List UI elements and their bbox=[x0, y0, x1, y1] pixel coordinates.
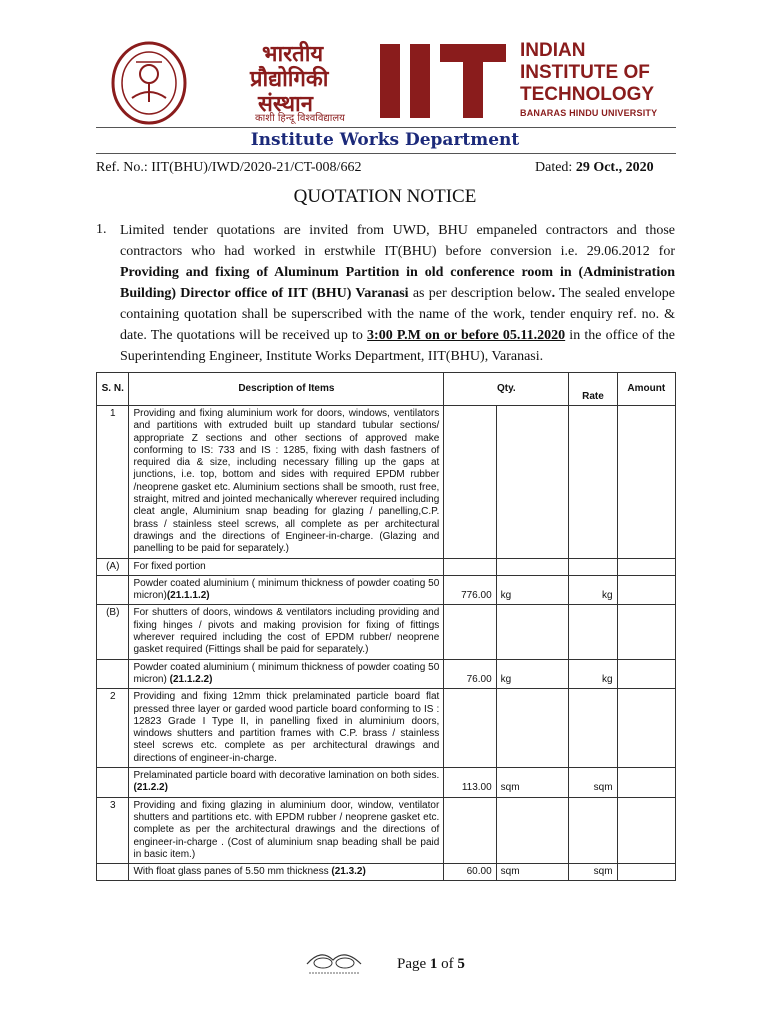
institute-emblem-icon bbox=[110, 40, 188, 126]
hindi-name-line-3: संस्थान bbox=[258, 92, 313, 117]
cell-unit: sqm bbox=[496, 768, 569, 798]
hindi-name-line-2: प्रौद्योगिकी bbox=[250, 67, 329, 92]
cell-sn bbox=[97, 768, 129, 798]
cell-sn bbox=[97, 575, 129, 605]
cell-amount bbox=[617, 558, 675, 575]
header-sn: S. N. bbox=[97, 373, 129, 406]
date-label: Dated: bbox=[535, 160, 576, 175]
table-row bbox=[97, 406, 676, 559]
cell-amount bbox=[617, 406, 675, 559]
cell-rate bbox=[569, 558, 617, 575]
cell-qty bbox=[444, 406, 496, 559]
cell-description bbox=[129, 864, 444, 881]
item-code: (21.1.1.2) bbox=[166, 590, 210, 602]
cell-sn bbox=[97, 864, 129, 881]
header-qty: Qty. bbox=[444, 373, 569, 406]
cell-sn bbox=[97, 659, 129, 689]
cell-description bbox=[129, 797, 444, 863]
header-amount: Amount bbox=[617, 373, 675, 406]
cell-amount bbox=[617, 659, 675, 689]
department-divider bbox=[96, 153, 676, 154]
reference-number: Ref. No.: IIT(BHU)/IWD/2020-21/CT-008/662 bbox=[96, 160, 362, 175]
cell-rate bbox=[569, 797, 617, 863]
table-row bbox=[97, 575, 676, 605]
cell-qty bbox=[444, 689, 496, 768]
para-text-2: as per description below bbox=[408, 286, 552, 301]
hindi-name-line-4: काशी हिन्दू विश्वविद्यालय bbox=[255, 113, 345, 124]
date-value: 29 Oct., 2020 bbox=[575, 160, 654, 175]
page-total: 5 bbox=[457, 956, 465, 972]
page-mid: of bbox=[437, 956, 458, 972]
paragraph-number: 1. bbox=[96, 222, 107, 237]
cell-sn: 1 bbox=[97, 406, 129, 559]
header-rate: Rate bbox=[569, 373, 617, 406]
cell-unit bbox=[496, 797, 569, 863]
cell-unit bbox=[496, 558, 569, 575]
date-line bbox=[535, 160, 654, 176]
cell-amount bbox=[617, 864, 675, 881]
table-row bbox=[97, 558, 676, 575]
para-text-3: The sealed envelope containing quotation shall be superscribed with the name of the work, tender enquiry ref. no. & date. The quotations will be received up to bbox=[120, 286, 675, 343]
cell-rate: sqm bbox=[569, 864, 617, 881]
cell-description bbox=[129, 659, 444, 689]
page-number bbox=[397, 956, 465, 973]
cell-amount bbox=[617, 689, 675, 768]
cell-description bbox=[129, 406, 444, 559]
cell-rate: kg bbox=[569, 575, 617, 605]
footer-emblem-icon bbox=[303, 942, 365, 978]
cell-unit bbox=[496, 689, 569, 768]
cell-sn: (A) bbox=[97, 558, 129, 575]
item-description: Providing and fixing glazing in aluminium door, window, ventilator shutters and partitions etc. with EPDM rubber / neoprene gasket etc. complete as per the architectural drawings and the directions of engineer-in-charge . (Cost of aluminium snap beading shall be paid in basic item.) bbox=[133, 799, 440, 860]
item-code: (21.2.2) bbox=[133, 782, 168, 794]
cell-rate bbox=[569, 406, 617, 559]
institute-name-line-2: INSTITUTE OF bbox=[520, 62, 650, 83]
cell-amount bbox=[617, 575, 675, 605]
page-prefix: Page bbox=[397, 956, 430, 972]
cell-description bbox=[129, 605, 444, 659]
item-description: With float glass panes of 5.50 mm thickness bbox=[133, 866, 332, 878]
cell-unit bbox=[496, 605, 569, 659]
cell-rate bbox=[569, 605, 617, 659]
institute-name-line-1: INDIAN bbox=[520, 40, 586, 61]
items-table bbox=[96, 372, 676, 881]
cell-qty bbox=[444, 605, 496, 659]
item-description: For fixed portion bbox=[133, 560, 206, 572]
cell-sn: 3 bbox=[97, 797, 129, 863]
cell-unit: kg bbox=[496, 575, 569, 605]
cell-qty bbox=[444, 797, 496, 863]
cell-qty: 76.00 bbox=[444, 659, 496, 689]
cell-rate: sqm bbox=[569, 768, 617, 798]
item-description: Powder coated aluminium ( minimum thickness of powder coating 50 micron) bbox=[133, 661, 440, 685]
table-row bbox=[97, 689, 676, 768]
header-description: Description of Items bbox=[129, 373, 444, 406]
cell-rate bbox=[569, 689, 617, 768]
cell-qty: 776.00 bbox=[444, 575, 496, 605]
cell-description bbox=[129, 689, 444, 768]
table-row bbox=[97, 605, 676, 659]
cell-sn: (B) bbox=[97, 605, 129, 659]
cell-description bbox=[129, 558, 444, 575]
cell-description bbox=[129, 575, 444, 605]
para-dot: . bbox=[551, 286, 556, 301]
cell-qty: 113.00 bbox=[444, 768, 496, 798]
work-name: Providing and fixing of Aluminum Partition in old conference room in (Administration Building) Director office of IIT (BHU) Varanasi bbox=[120, 265, 675, 301]
item-description: Providing and fixing aluminium work for doors, windows, ventilators and partitions with extruded built up standard tubular sections/ appropriate Z sections and other sections of approved make conforming to IS: 733 and IS : 1285, fixing with dash fastners of required dia & size, including necessary filling up the gaps at junctions, i.e. top, bottom and sides with required EPDM rubber /neoprene gasket etc. Aluminium sections shall be smooth, rust free, straight, mitred and jointed mechanically wherever required including cleat angle, Aluminium snap beading for glazing / panelling,C.P. brass / stainless steel screws, all complete as per architectural drawings and the directions of Engineer-in-charge. (Glazing and panelling to be paid for separately.) bbox=[133, 408, 440, 555]
hindi-name-line-1: भारतीय bbox=[262, 42, 324, 67]
item-description: Prelaminated particle board with decorative lamination on both sides. bbox=[133, 770, 440, 782]
cell-sn: 2 bbox=[97, 689, 129, 768]
table-row bbox=[97, 797, 676, 863]
cell-amount bbox=[617, 797, 675, 863]
cell-amount bbox=[617, 768, 675, 798]
table-row bbox=[97, 659, 676, 689]
item-description: Providing and fixing 12mm thick prelaminated particle board flat pressed three layer or garded wood particle board conforming to IS : 12823 Grade I Type II, in panelling fixed in aluminium doors, windows shutters and partition frames with C.P. brass / stainless steel screws etc. complete as per architectural drawings and directions of engineer-in-charge. bbox=[133, 691, 440, 764]
institute-name-line-3: TECHNOLOGY bbox=[520, 84, 655, 105]
iit-logo-mark bbox=[380, 44, 508, 118]
item-code: (21.1.2.2) bbox=[169, 673, 213, 685]
cell-amount bbox=[617, 605, 675, 659]
cell-unit: sqm bbox=[496, 864, 569, 881]
cell-unit: kg bbox=[496, 659, 569, 689]
table-header-row bbox=[97, 373, 676, 406]
cell-unit bbox=[496, 406, 569, 559]
notice-paragraph bbox=[120, 220, 675, 367]
cell-qty bbox=[444, 558, 496, 575]
header-divider bbox=[96, 127, 676, 128]
para-text-1: Limited tender quotations are invited from UWD, BHU empaneled contractors and those contractors who had worked in erstwhile IT(BHU) before conversion i.e. 29.06.2012 for bbox=[120, 223, 675, 259]
item-description: For shutters of doors, windows & ventilators including providing and fixing hinges / pivots and making provision for fixing of fittings wherever required including the cost of EPDM rubber/ neoprene gasket required (Fittings shall be paid for separately.) bbox=[133, 607, 440, 656]
notice-title: QUOTATION NOTICE bbox=[293, 186, 477, 207]
page-current: 1 bbox=[429, 956, 438, 972]
cell-rate: kg bbox=[569, 659, 617, 689]
department-title: Institute Works Department bbox=[250, 130, 520, 150]
cell-qty: 60.00 bbox=[444, 864, 496, 881]
deadline: 3:00 P.M on or before 05.11.2020 bbox=[367, 328, 566, 343]
table-row bbox=[97, 864, 676, 881]
cell-description bbox=[129, 768, 444, 798]
item-description: Powder coated aluminium ( minimum thickness of powder coating 50 micron) bbox=[133, 577, 440, 602]
item-code: (21.3.2) bbox=[331, 866, 366, 878]
table-row bbox=[97, 768, 676, 798]
para-text-4: in the office of the Superintending Engineer, Institute Works Department, IIT(BHU), Varanasi. bbox=[120, 328, 675, 364]
university-name: BANARAS HINDU UNIVERSITY bbox=[520, 108, 658, 118]
